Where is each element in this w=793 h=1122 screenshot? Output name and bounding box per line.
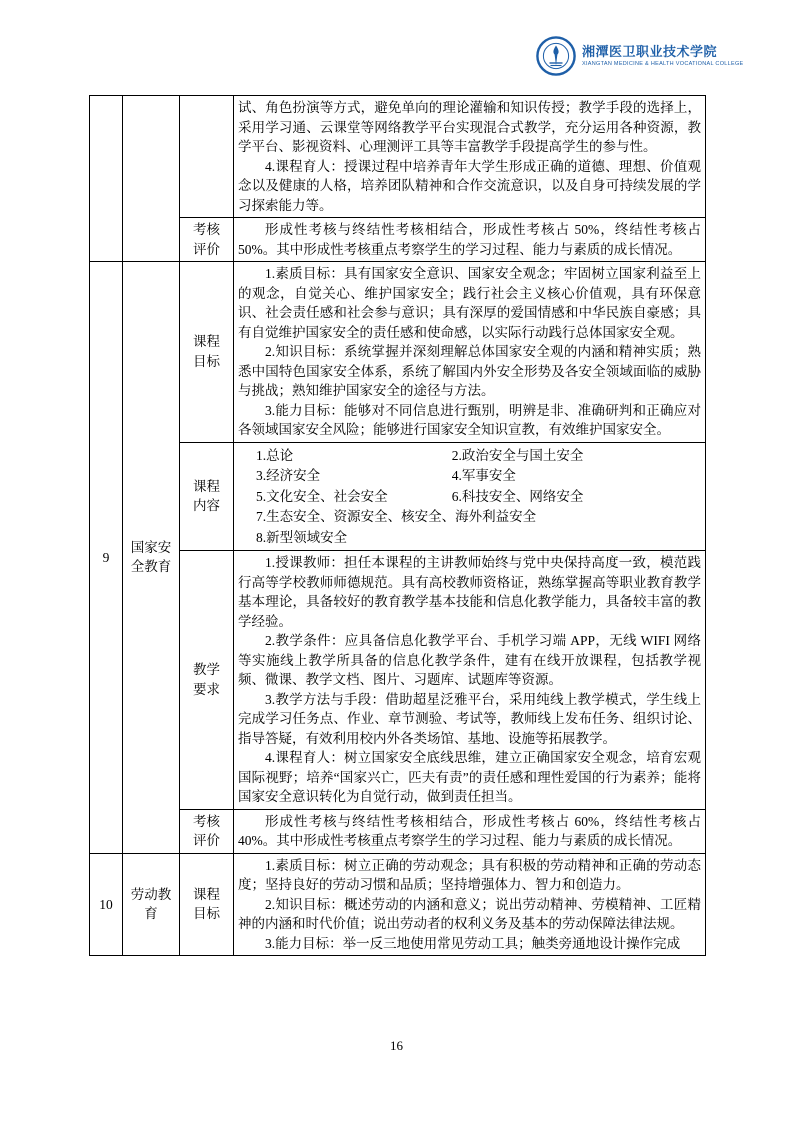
course-content-item: 7.生态安全、资源安全、核安全、海外利益安全 (256, 509, 537, 524)
course-content-item: 6.科技安全、网络安全 (451, 488, 584, 504)
curriculum-table (89, 95, 706, 956)
number-cell-empty (90, 96, 123, 262)
category-label: 劳动教育 (130, 886, 172, 922)
content-cell-objectives (234, 262, 706, 443)
content-cell-assessment (234, 809, 706, 853)
sub-header-cell-assessment (180, 809, 234, 853)
content-cell-teaching-continuation (234, 96, 706, 218)
paragraph: 2.教学条件：应具备信息化教学平台、手机学习端 APP，无线 WIFI 网络等实施线上教学所具备的信息化教学条件，建有在线开放课程，包括教学视频、微课、教学文档、图片、习题库、试题库等资源。 (238, 633, 701, 687)
course-content-line (256, 487, 701, 507)
content-cell-objectives (234, 853, 706, 956)
section-number: 10 (99, 896, 113, 912)
content-cell-course-content (234, 442, 706, 551)
college-name-en: XIANGTAN MEDICINE & HEALTH VOCATIONAL COLLEGE (582, 61, 744, 67)
table-row-section9-requirements (90, 551, 706, 810)
paragraph: 3.教学方法与手段：借助超星泛雅平台，采用纯线上教学模式，学生线上完成学习任务点、作业、章节测验、考试等，教师线上发布任务、组织讨论、指导答疑，有效利用校内外各类场馆、基地、设施等拓展教学。 (238, 691, 701, 746)
row-label: 课程内容 (193, 478, 220, 514)
paragraph: 3.能力目标：能够对不同信息进行甄别，明辨是非、准确研判和正确应对各领域国家安全风险；能够进行国家安全知识宣教，有效维护国家安全。 (238, 402, 701, 437)
college-logo-text (582, 44, 744, 68)
college-name-cn: 湘潭医卫职业技术学院 (582, 44, 718, 59)
course-content-item: 1.总论 (256, 447, 294, 463)
category-label: 国家安全教育 (130, 539, 172, 575)
sub-header-cell-requirements (180, 551, 234, 810)
row-label: 课程目标 (193, 886, 220, 922)
row-label: 教学要求 (193, 662, 220, 697)
course-content-list (238, 446, 701, 548)
sub-header-cell-objectives (180, 853, 234, 956)
course-content-item: 5.文化安全、社会安全 (256, 488, 388, 504)
category-cell (123, 262, 180, 854)
page-footer (0, 1038, 793, 1054)
course-content-line (256, 446, 701, 466)
sub-header-cell-objectives (180, 262, 234, 443)
category-cell (123, 853, 180, 956)
section-number: 9 (102, 549, 110, 565)
course-content-item: 8.新型领域安全 (256, 529, 348, 545)
paragraph: 4.课程育人：树立国家安全底线思维，建立正确国家安全观念，培育宏观国际视野；培养“国家兴亡，匹夫有责”的责任感和理性爱国的行为素养；能将国家安全意识转化为自觉行动，做到责任担当。 (238, 750, 701, 804)
paragraph: 1.素质目标：树立正确的劳动观念；具有积极的劳动精神和正确的劳动态度；坚持良好的劳动习惯和品质；坚持增强体力、智力和创造力。 (238, 857, 701, 892)
paragraph: 2.知识目标：概述劳动的内涵和意义；说出劳动精神、劳模精神、工匠精神的内涵和时代价值；说出劳动者的权利义务及基本的劳动保障法律法规。 (238, 896, 701, 931)
table-row-section9-objectives (90, 262, 706, 443)
table-row-continuation (90, 96, 706, 218)
paragraph: 试、角色扮演等方式，避免单向的理论灌输和知识传授；教学手段的选择上，采用学习通、云课堂等网络教学平台实现混合式教学，充分运用各种资源，教学平台、影视资料、心理测评工具等丰富教学手段提高学生的参与性。 (238, 100, 701, 154)
college-seal-icon (536, 36, 576, 76)
number-cell (90, 262, 123, 854)
paragraph: 3.能力目标：举一反三地使用常见劳动工具；触类旁通地设计操作完成 (265, 935, 681, 951)
table-row-section10-objectives (90, 853, 706, 956)
course-content-line (256, 528, 701, 548)
table-row-section9-content (90, 442, 706, 551)
sub-header-cell-content (180, 442, 234, 551)
course-content-line (256, 507, 701, 527)
row-label: 课程目标 (193, 334, 220, 369)
course-content-item: 2.政治安全与国土安全 (451, 447, 584, 463)
page-number: 16 (390, 1038, 403, 1053)
row-label: 考核评价 (193, 813, 220, 848)
table-row-section9-assessment (90, 809, 706, 853)
sub-header-cell-empty (180, 96, 234, 218)
content-cell-assessment (234, 218, 706, 262)
paragraph: 4.课程育人：授课过程中培养青年大学生形成正确的道德、理想、价值观念以及健康的人格，培养团队精神和合作交流意识，以及自身可持续发展的学习探索能力等。 (238, 158, 701, 213)
course-content-line (256, 466, 701, 486)
category-cell-empty (123, 96, 180, 262)
paragraph: 1.素质目标：具有国家安全意识、国家安全观念；牢固树立国家利益至上的观念，自觉关心、维护国家安全；践行社会主义核心价值观，具有环保意识、社会责任感和社会参与意识；具有深厚的爱国情感和中华民族自豪感；具有自觉维护国家安全的责任感和使命感，以实际行动践行总体国家安全观。 (238, 266, 701, 340)
sub-header-cell-assessment (180, 218, 234, 262)
page-header (536, 36, 744, 76)
number-cell (90, 853, 123, 956)
course-content-item: 4.军事安全 (451, 468, 516, 483)
course-content-item: 3.经济安全 (256, 468, 321, 483)
row-label: 考核评价 (193, 222, 220, 257)
paragraph: 2.知识目标：系统掌握并深刻理解总体国家安全观的内涵和精神实质；熟悉中国特色国家安全体系，系统了解国内外安全形势及各安全领域面临的威胁与挑战；熟知维护国家安全的途径与方法。 (238, 344, 701, 398)
paragraph: 1.授课教师：担任本课程的主讲教师始终与党中央保持高度一致，模范践行高等学校教师师德规范。具有高校教师资格证，熟练掌握高等职业教育教学基本理论，具备较好的教育教学基本技能和信息化教学能力，具备较丰富的教学经验。 (238, 555, 701, 629)
content-cell-requirements (234, 551, 706, 810)
paragraph: 形成性考核与终结性考核相结合，形成性考核占 60%，终结性考核占 40%。其中形成性考核重点考察学生的学习过程、能力与素质的成长情况。 (238, 813, 701, 848)
paragraph: 形成性考核与终结性考核相结合，形成性考核占 50%，终结性考核占 50%。其中形成性考核重点考察学生的学习过程、能力与素质的成长情况。 (238, 222, 701, 257)
table-row-assessment (90, 218, 706, 262)
